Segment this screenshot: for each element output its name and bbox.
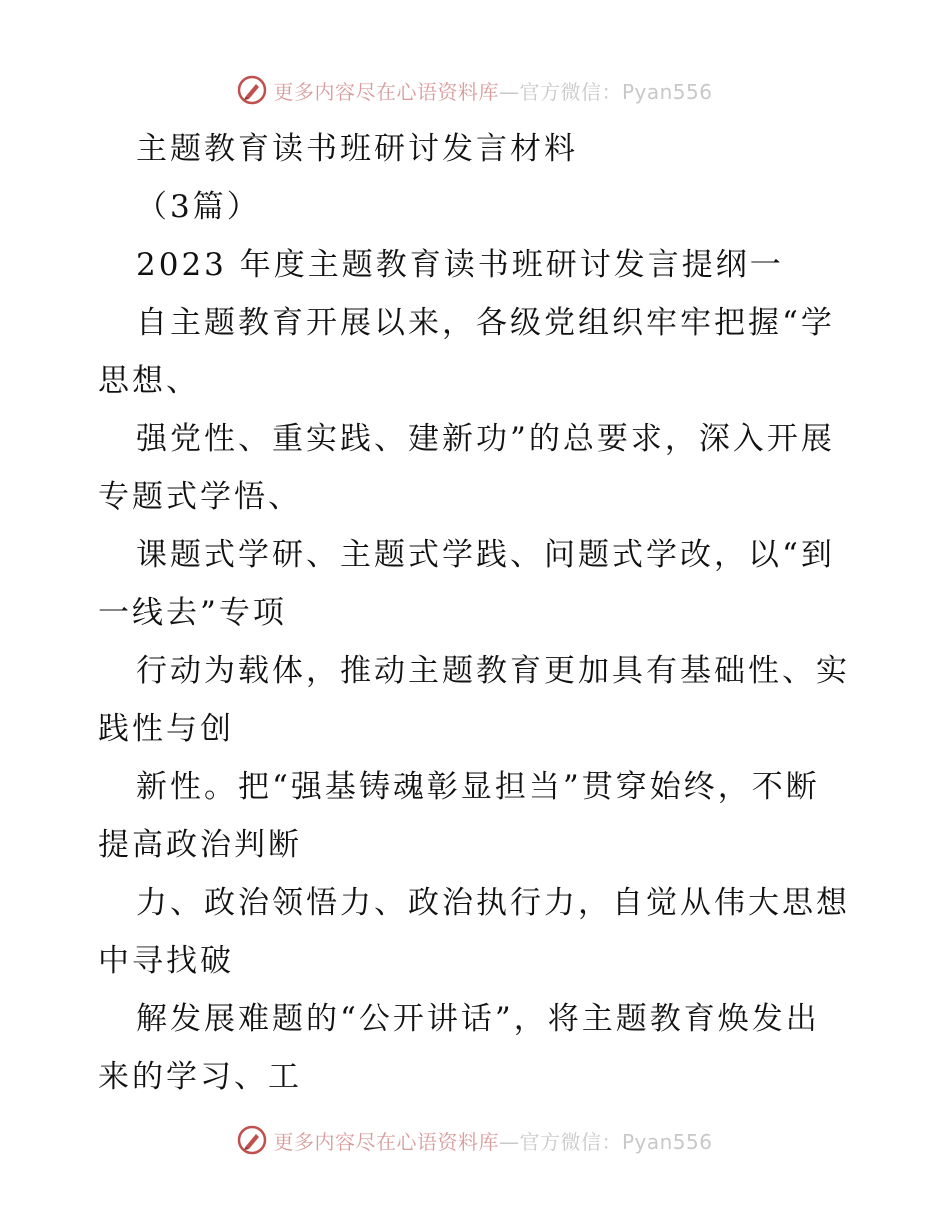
header-watermark-banner — [0, 70, 950, 110]
section-heading: 2023 年度主题教育读书班研讨发言提纲一 — [136, 247, 784, 283]
paragraph-line: 中寻找破 — [98, 943, 234, 979]
paragraph-line: 新性。把“强基铸魂彰显担当”贯穿始终，不断 — [136, 769, 820, 805]
paragraph-line: 践性与创 — [98, 711, 234, 747]
paragraph-line: 行动为载体，推动主题教育更加具有基础性、实 — [136, 653, 850, 689]
watermark-text: 更多内容尽在心语资料库—官方微信：Pyan556 — [273, 79, 713, 104]
footer-watermark-banner — [0, 1120, 950, 1160]
watermark-text: 更多内容尽在心语资料库—官方微信：Pyan556 — [273, 1129, 713, 1154]
paragraph-line: 解发展难题的“公开讲话”，将主题教育焕发出 — [136, 1001, 820, 1037]
document-body — [98, 120, 858, 1106]
paragraph-line: 力、政治领悟力、政治执行力，自觉从伟大思想 — [136, 885, 850, 921]
paragraph-line: 课题式学研、主题式学践、问题式学改，以“到 — [136, 537, 835, 573]
paragraph-line: 思想、 — [98, 363, 200, 399]
document-title: 主题教育读书班研讨发言材料 — [136, 131, 578, 167]
paragraph-line: 专题式学悟、 — [98, 479, 302, 515]
paragraph-line: 自主题教育开展以来，各级党组织牢牢把握“学 — [136, 305, 835, 341]
paragraph-line: 强党性、重实践、建新功”的总要求，深入开展 — [136, 421, 835, 457]
pen-logo-icon — [237, 75, 267, 105]
document-subtitle: （3篇） — [136, 189, 261, 225]
paragraph-line: 提高政治判断 — [98, 827, 302, 863]
paragraph-line: 来的学习、工 — [98, 1059, 302, 1095]
paragraph-line: 一线去”专项 — [98, 595, 287, 631]
pen-logo-icon — [237, 1125, 267, 1155]
